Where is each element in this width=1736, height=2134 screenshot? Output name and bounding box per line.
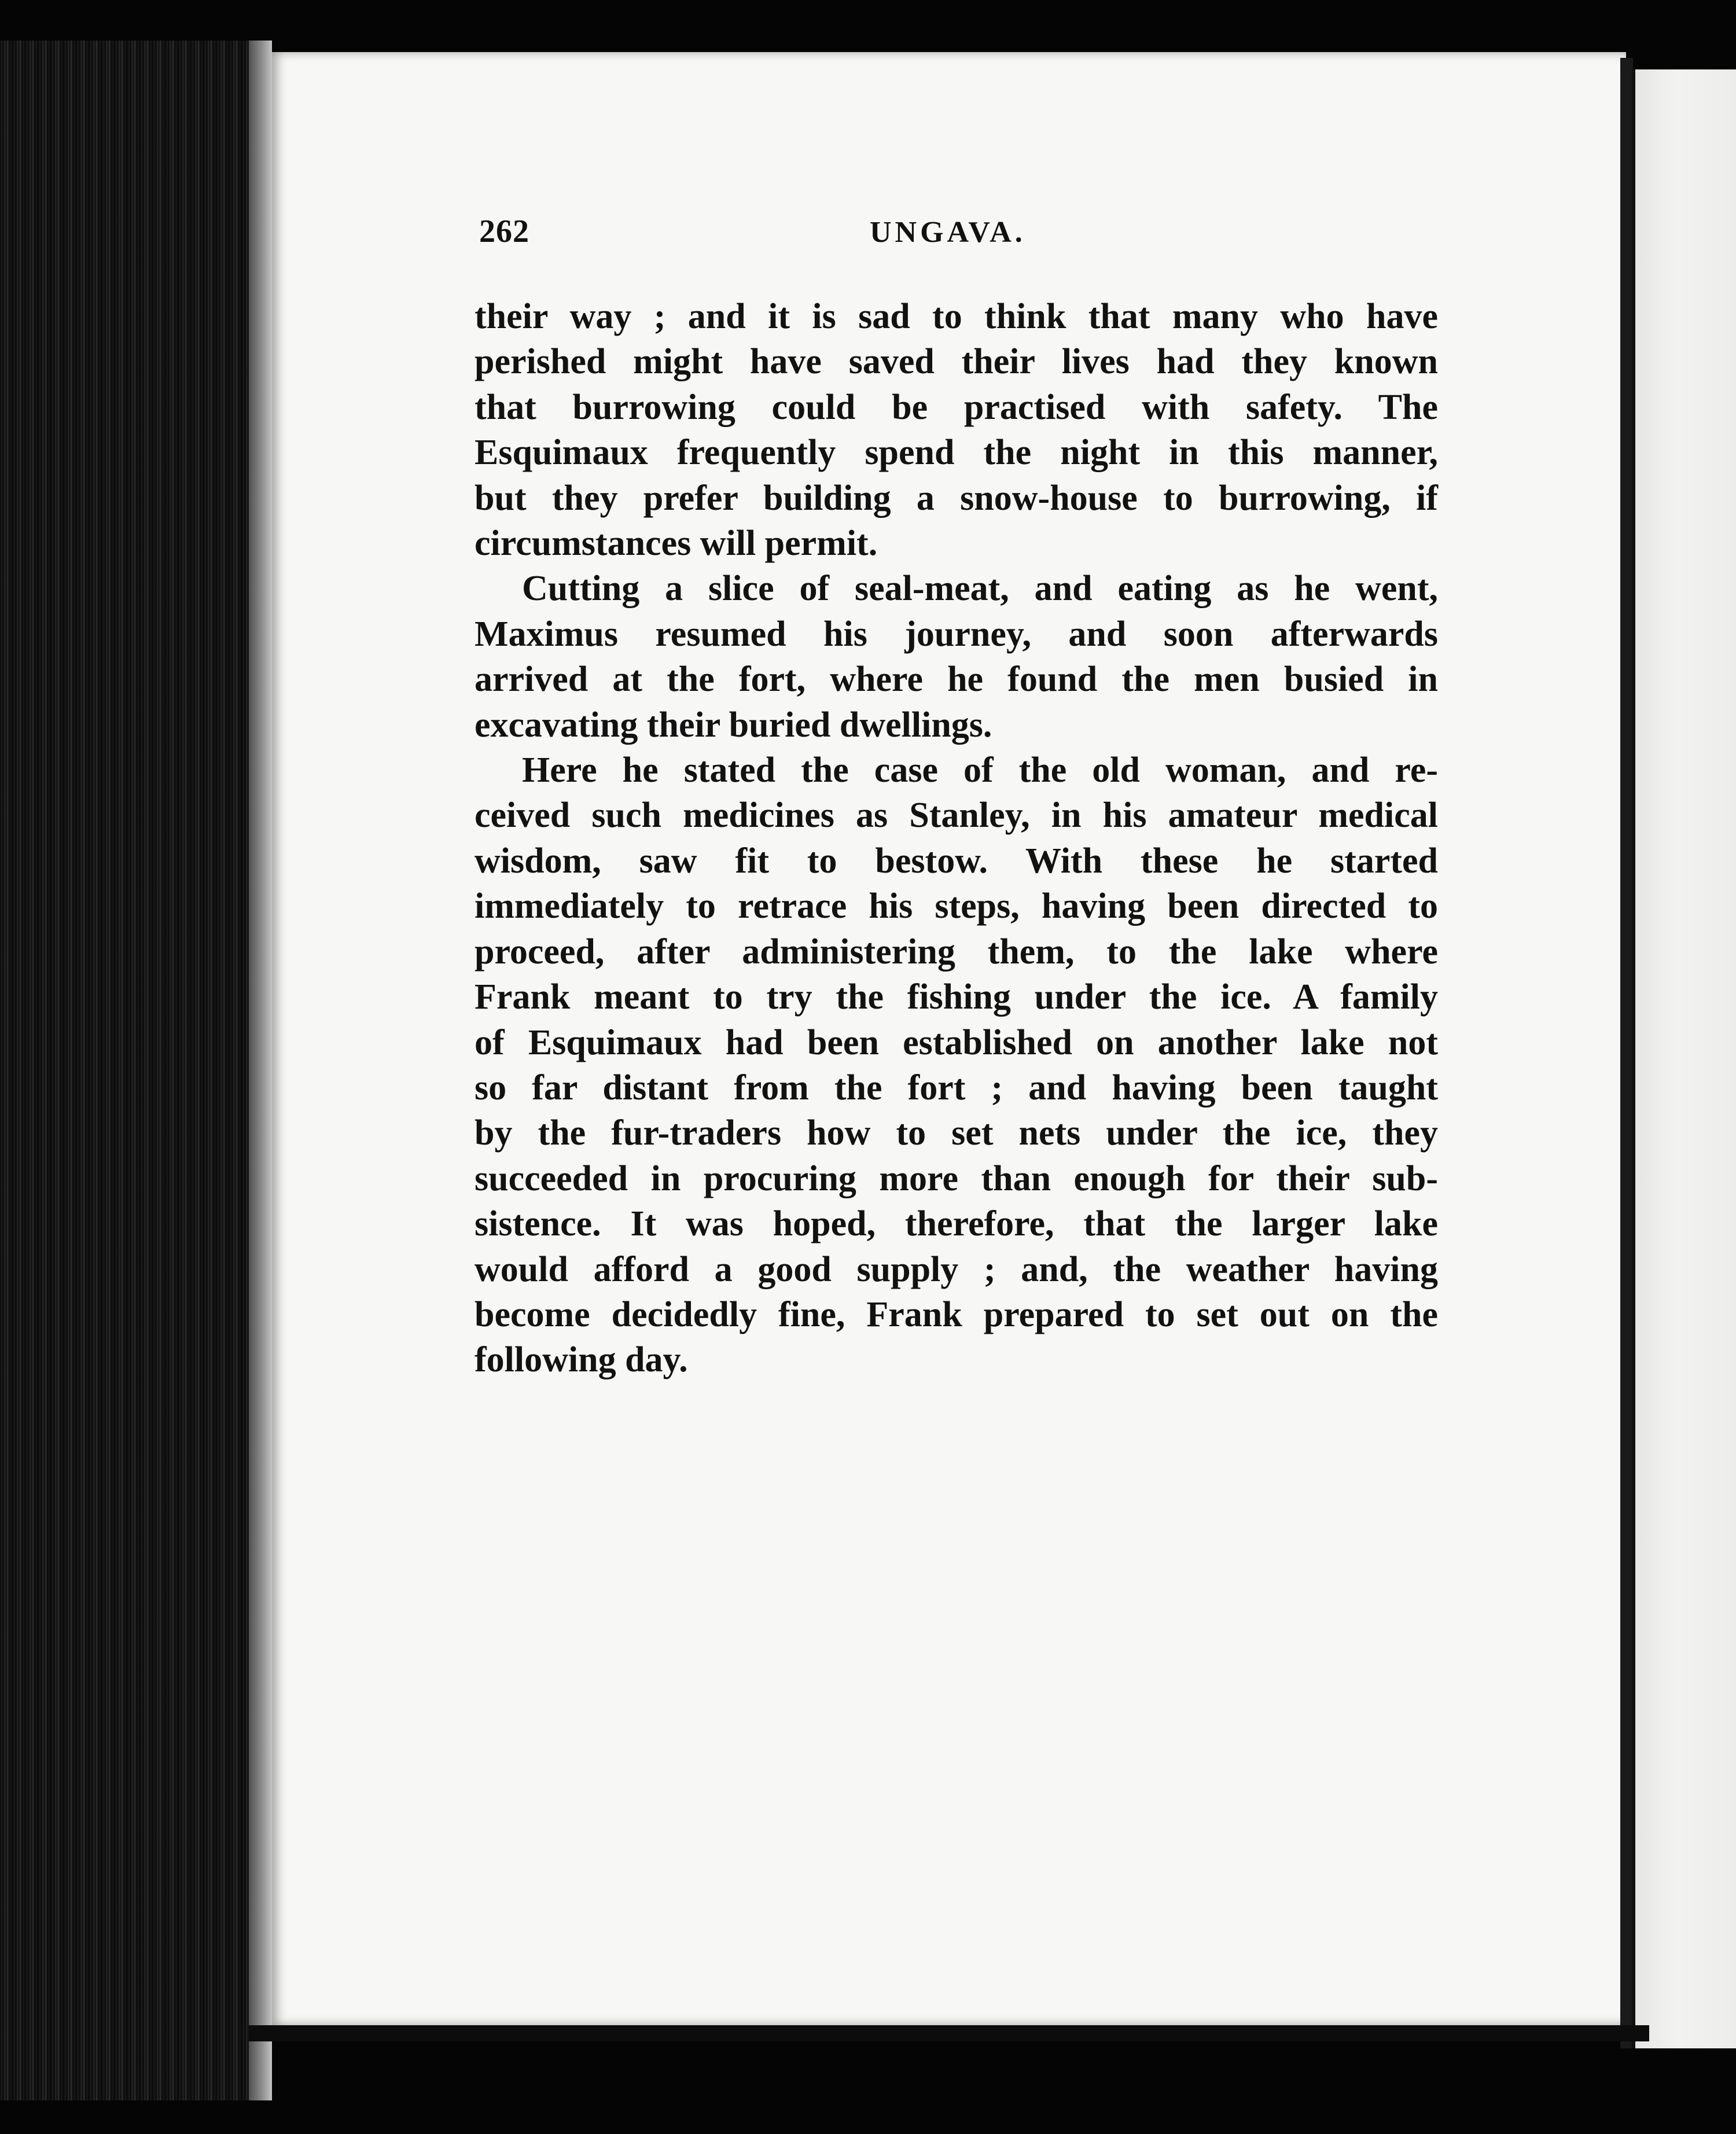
paragraph-2: [475, 566, 1438, 748]
text-line: ceived such medicines as Stanley, in his amateur medical: [475, 796, 1438, 836]
text-line: Maximus resumed his journey, and soon afterwards: [475, 614, 1438, 654]
text-line: immediately to retrace his steps, having been directed to: [475, 886, 1438, 926]
text-line: Esquimaux frequently spend the night in this manner,: [475, 433, 1438, 473]
page-number: 262: [479, 214, 529, 249]
text-line: their way ; and it is sad to think that many who have: [475, 297, 1438, 336]
text-line: Frank meant to try the fishing under the ice. A family: [475, 977, 1438, 1017]
text-line: would afford a good supply ; and, the weather having: [475, 1249, 1438, 1289]
book-binding-edge: [0, 41, 272, 2100]
text-line: sistence. It was hoped, therefore, that the larger lake: [475, 1204, 1438, 1244]
running-title: UNGAVA.: [870, 216, 1026, 249]
text-line: Cutting a slice of seal-meat, and eating as he went,: [522, 569, 1438, 609]
text-line: by the fur-traders how to set nets under the ice, they: [475, 1113, 1438, 1153]
text-line: of Esquimaux had been established on another lake not: [475, 1022, 1438, 1062]
paragraph-1: [475, 294, 1438, 566]
text-line: excavating their buried dwellings.: [475, 705, 992, 745]
page-bottom-edge: [249, 2025, 1649, 2041]
text-line: but they prefer building a snow-house to burrowing, if: [475, 478, 1438, 518]
text-line: become decidedly fine, Frank prepared to set out on the: [475, 1294, 1438, 1334]
text-line: that burrowing could be practised with safety. The: [475, 387, 1438, 427]
text-line: following day.: [475, 1340, 688, 1380]
body-text: [475, 294, 1438, 1383]
text-line: so far distant from the fort ; and having been taught: [475, 1068, 1438, 1108]
text-line: circumstances will permit.: [475, 524, 878, 564]
text-line: proceed, after administering them, to the lake where: [475, 932, 1438, 972]
paragraph-3: [475, 748, 1438, 1383]
running-head: [479, 213, 1058, 259]
text-line: perished might have saved their lives had they known: [475, 342, 1438, 382]
adjacent-page-edge: [1632, 69, 1736, 2048]
page-gutter-shadow: [1620, 58, 1633, 2048]
text-line: succeeded in procuring more than enough for their sub-: [475, 1158, 1438, 1198]
text-line: Here he stated the case of the old woman, and re-: [522, 750, 1438, 790]
text-line: wisdom, saw fit to bestow. With these he started: [475, 841, 1438, 881]
text-line: arrived at the fort, where he found the men busied in: [475, 660, 1438, 700]
